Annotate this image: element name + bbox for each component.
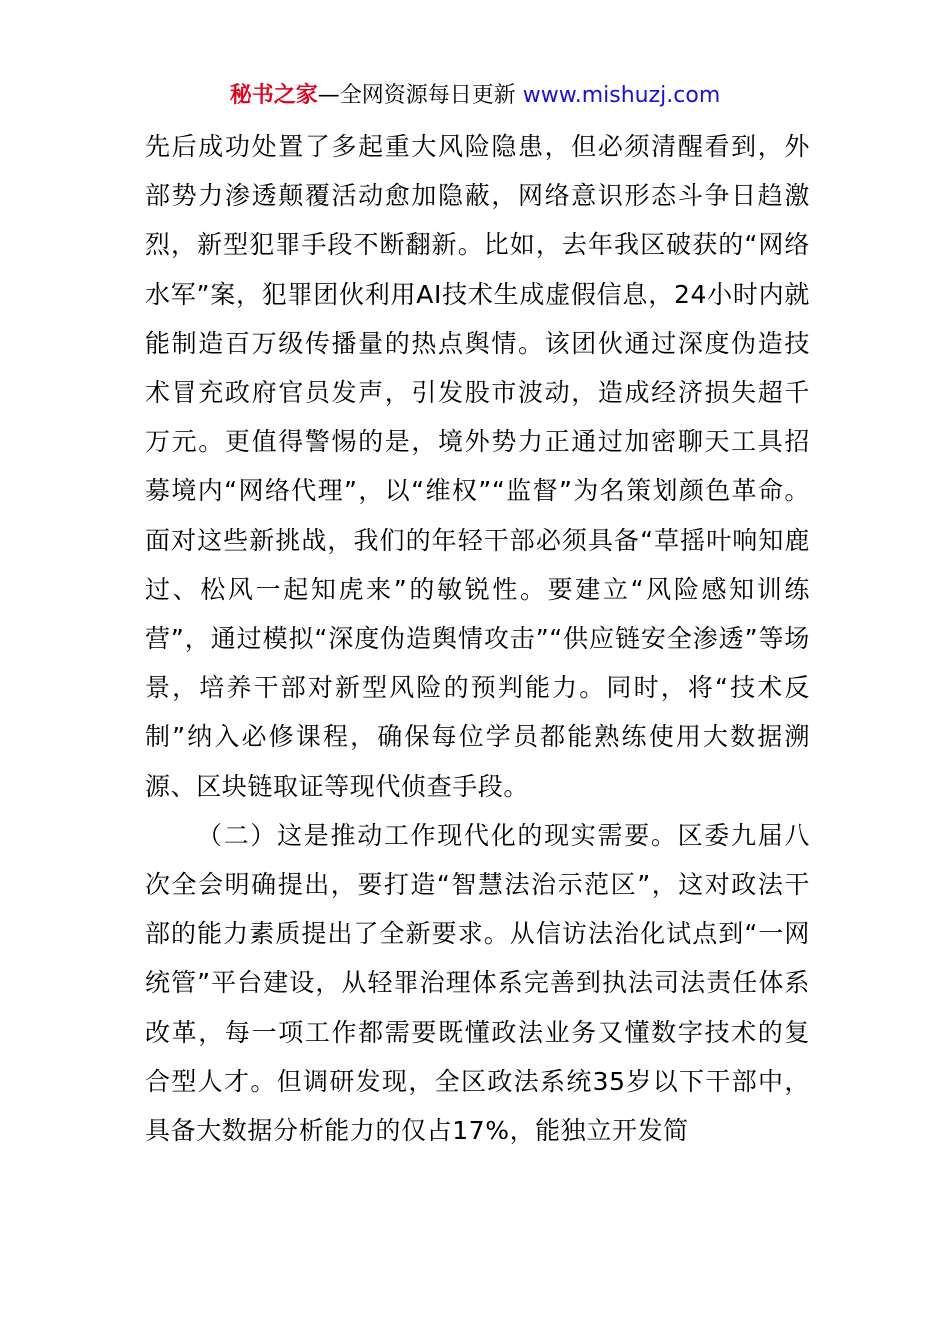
site-url-link[interactable]: www.mishuzj.com [522,83,721,108]
site-tagline: —全网资源每日更新 [317,83,516,108]
body-paragraph: 先后成功处置了多起重大风险隐患，但必须清醒看到，外部势力渗透颠覆活动愈加隐蔽，网络意识形态斗争日趋激烈，新型犯罪手段不断翻新。比如，去年我区破获的“网络水军”案，犯罪团伙利用AI技术生成虚假信息，24小时内就能制造百万级传播量的热点舆情。该团伙通过深度伪造技术冒充政府官员发声，引发股市波动，造成经济损失超千万元。更值得警惕的是，境外势力正通过加密聊天工具招募境内“网络代理”，以“维权”“监督”为名策划颜色革命。面对这些新挑战，我们的年轻干部必须具备“草摇叶响知鹿过、松风一起知虎来”的敏锐性。要建立“风险感知训练营”，通过模拟“深度伪造舆情攻击”“供应链安全渗透”等场景，培养干部对新型风险的预判能力。同时，将“技术反制”纳入必修课程，确保每位学员都能熟练使用大数据溯源、区块链取证等现代侦查手段。 [145,132,810,801]
body-paragraph: （二）这是推动工作现代化的现实需要。区委九届八次全会明确提出，要打造“智慧法治示范区”，这对政法干部的能力素质提出了全新要求。从信访法治化试点到“一网统管”平台建设，从轻罪治理体系完善到执法司法责任体系改革，每一项工作都需要既懂政法业务又懂数字技术的复合型人才。但调研发现，全区政法系统35岁以下干部中，具备大数据分析能力的仅占17%，能独立开发简 [145,820,810,1146]
site-brand: 秘书之家 [229,83,318,108]
document-body [145,122,810,1155]
site-header [0,80,950,112]
